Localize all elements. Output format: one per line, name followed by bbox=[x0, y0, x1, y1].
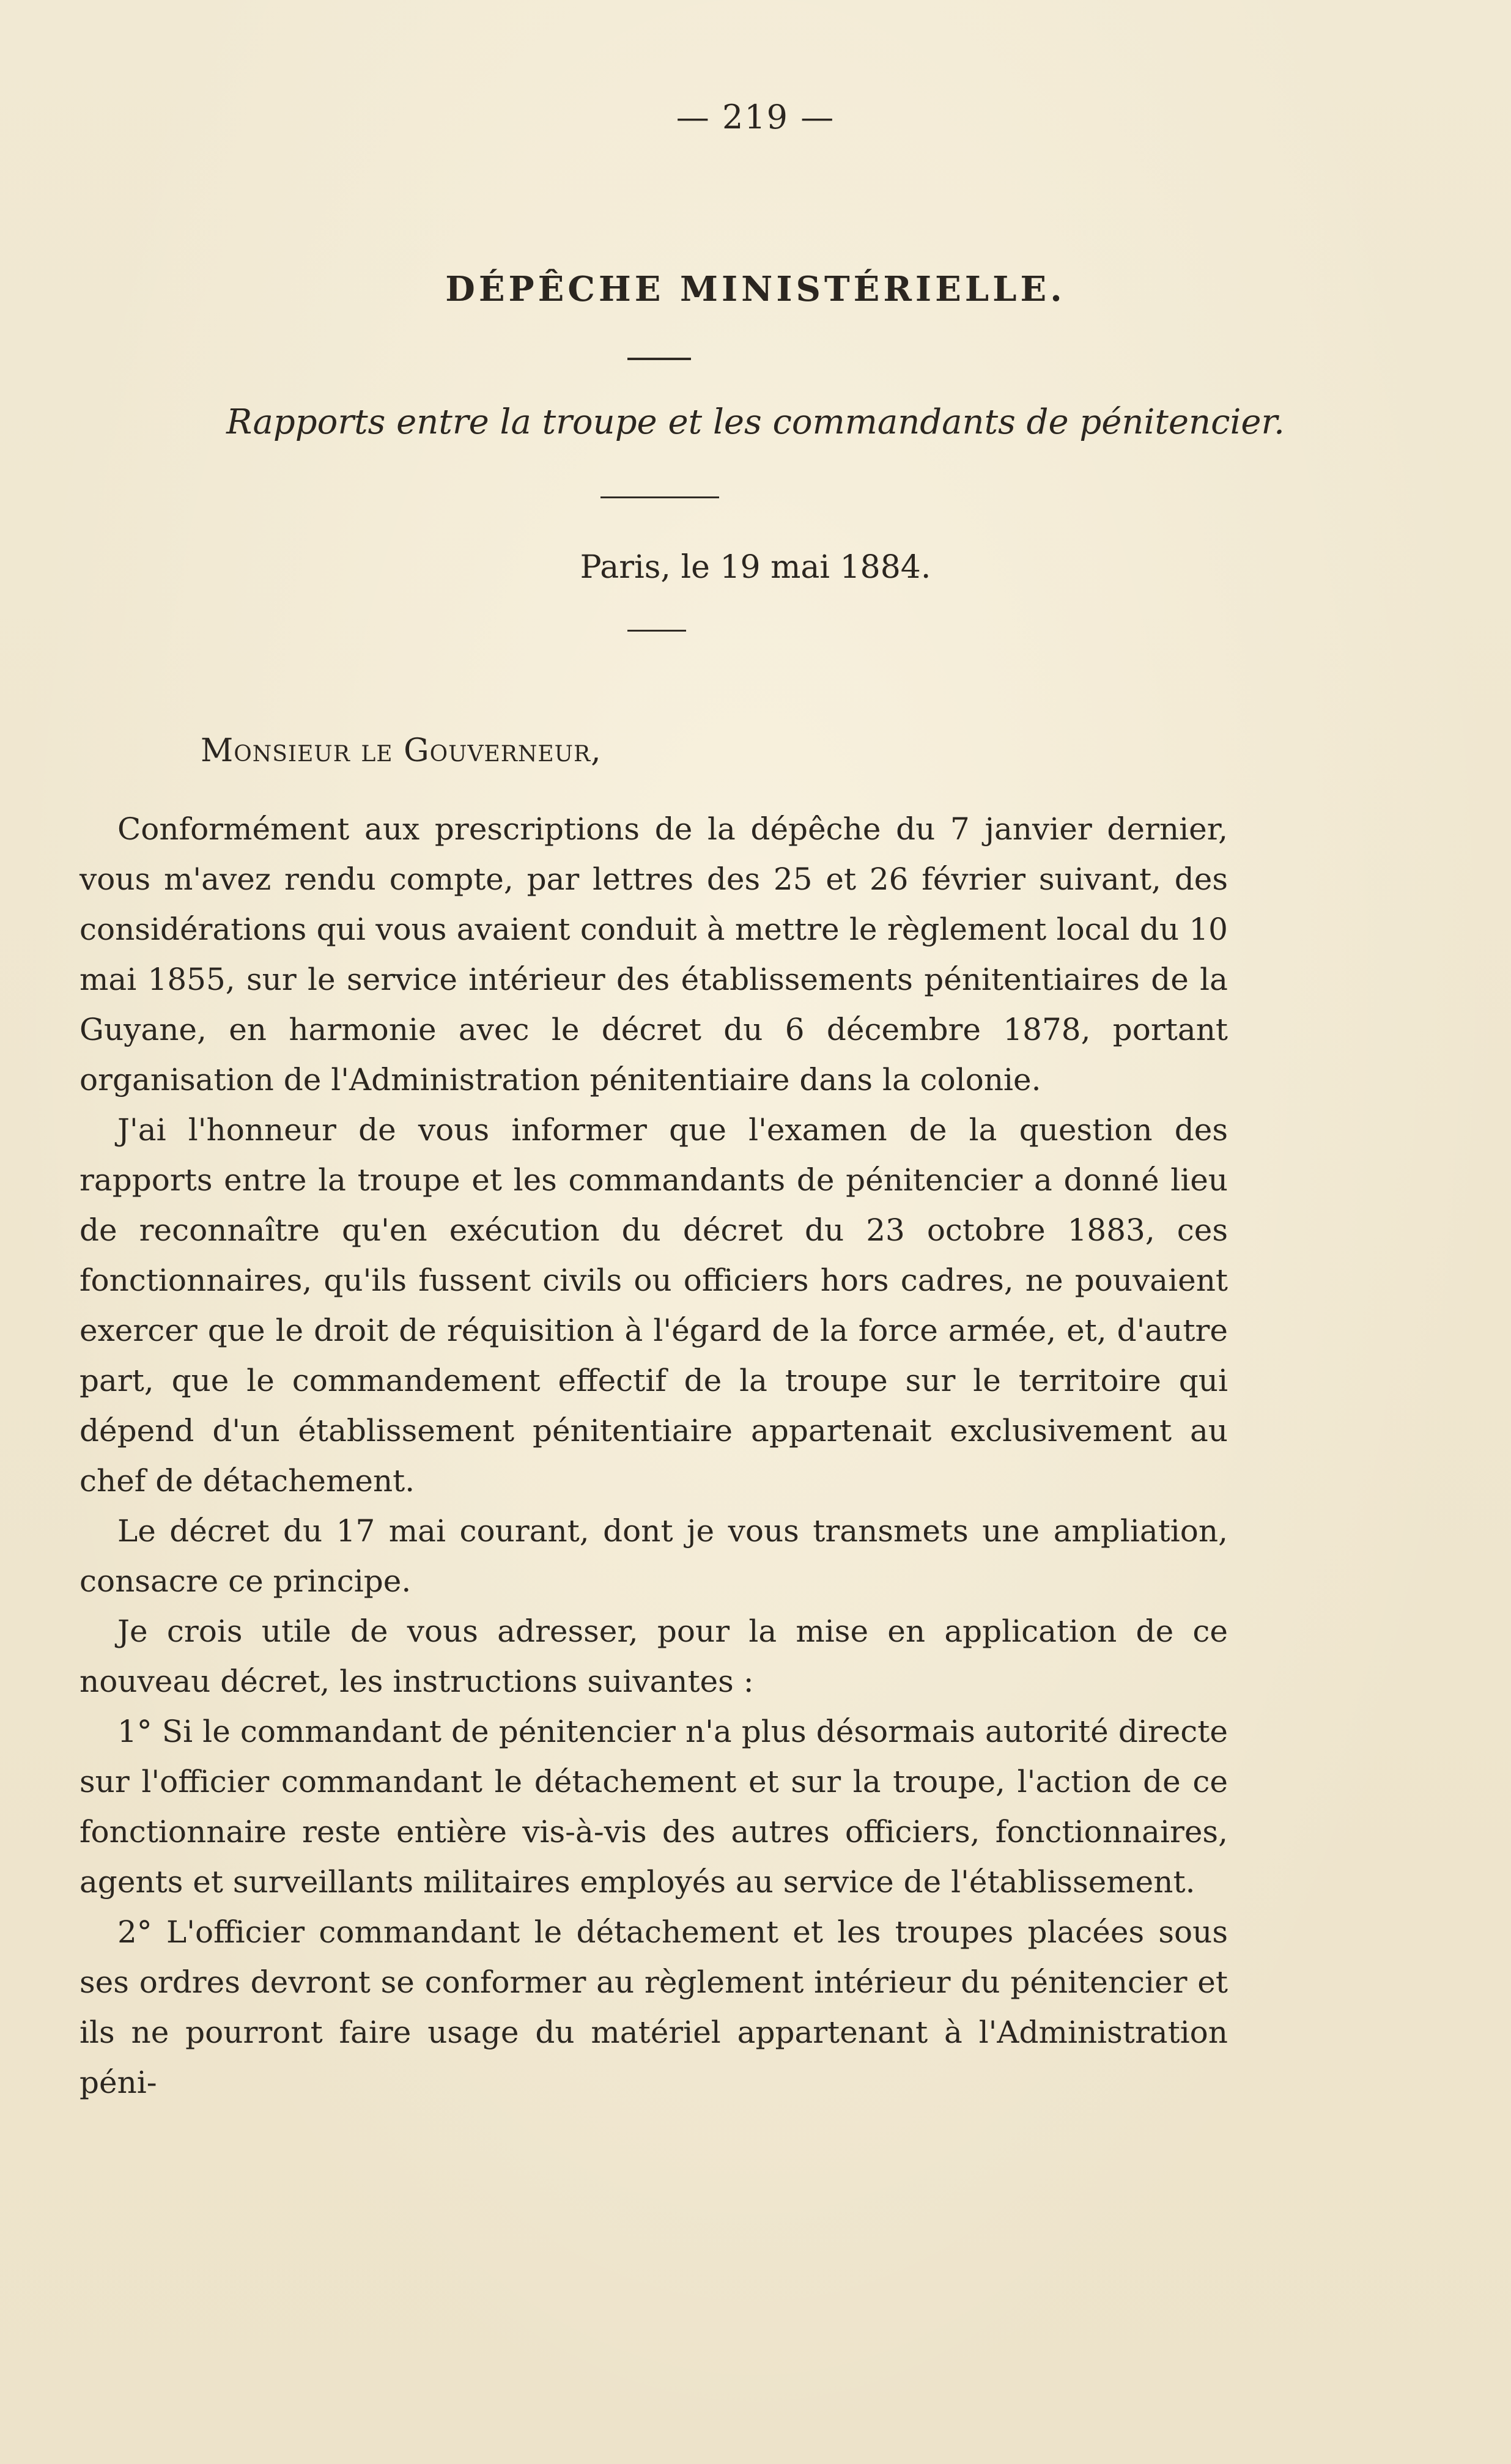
paragraph: J'ai l'honneur de vous informer que l'examen de la question des rapports entre la troupe et les commandants de pénitencier a donné lieu de reconnaître qu'en exécution du décret du 23 octobre 1883, ces fonctionnaires, qu'ils fussent civils ou officiers hors cadres, ne pouvaient exercer que le droit de réquisition à l'égard de la force armée, et, d'autre part, que le commandement effectif de la troupe sur le territoire qui dépend d'un établissement pénitentiaire appartenait exclusivement au chef de détachement. bbox=[79, 1112, 1228, 1499]
salutation: Monsieur le Gouverneur, bbox=[201, 732, 602, 769]
dateline: Paris, le 19 mai 1884. bbox=[580, 549, 931, 586]
divider-rule bbox=[600, 496, 719, 498]
page-number: — 219 — bbox=[676, 98, 835, 136]
divider-rule bbox=[627, 358, 691, 360]
paragraph: Je crois utile de vous adresser, pour la mise en application de ce nouveau décret, les instructions suivantes : bbox=[79, 1614, 1228, 1699]
document-heading: DÉPÊCHE MINISTÉRIELLE. bbox=[445, 269, 1066, 309]
paragraph: 2° L'officier commandant le détachement et les troupes placées sous ses ordres devront se conformer au règlement intérieur du pénitencier et ils ne pourront faire usage du matériel appartenant à l'Administration péni- bbox=[79, 1914, 1228, 2100]
paragraph: 1° Si le commandant de pénitencier n'a plus désormais autorité directe sur l'officier commandant le détachement et sur la troupe, l'action de ce fonctionnaire reste entière vis-à-vis des autres officiers, fonctionnaires, agents et surveillants militaires employés au service de l'établissement. bbox=[79, 1714, 1228, 1900]
paragraph: Conformément aux prescriptions de la dépêche du 7 janvier dernier, vous m'avez rendu compte, par lettres des 25 et 26 février suivant, des considérations qui vous avaient conduit à mettre le règlement local du 10 mai 1855, sur le service intérieur des établissements pénitentiaires de la Guyane, en harmonie avec le décret du 6 décembre 1878, portant organisation de l'Administration pénitentiaire dans la colonie. bbox=[79, 811, 1228, 1097]
divider-rule bbox=[627, 630, 686, 632]
document-subtitle: Rapports entre la troupe et les commandants de pénitencier. bbox=[226, 402, 1285, 442]
paragraph: Le décret du 17 mai courant, dont je vous transmets une ampliation, consacre ce principe. bbox=[79, 1513, 1228, 1599]
letter-body bbox=[79, 804, 1228, 2108]
